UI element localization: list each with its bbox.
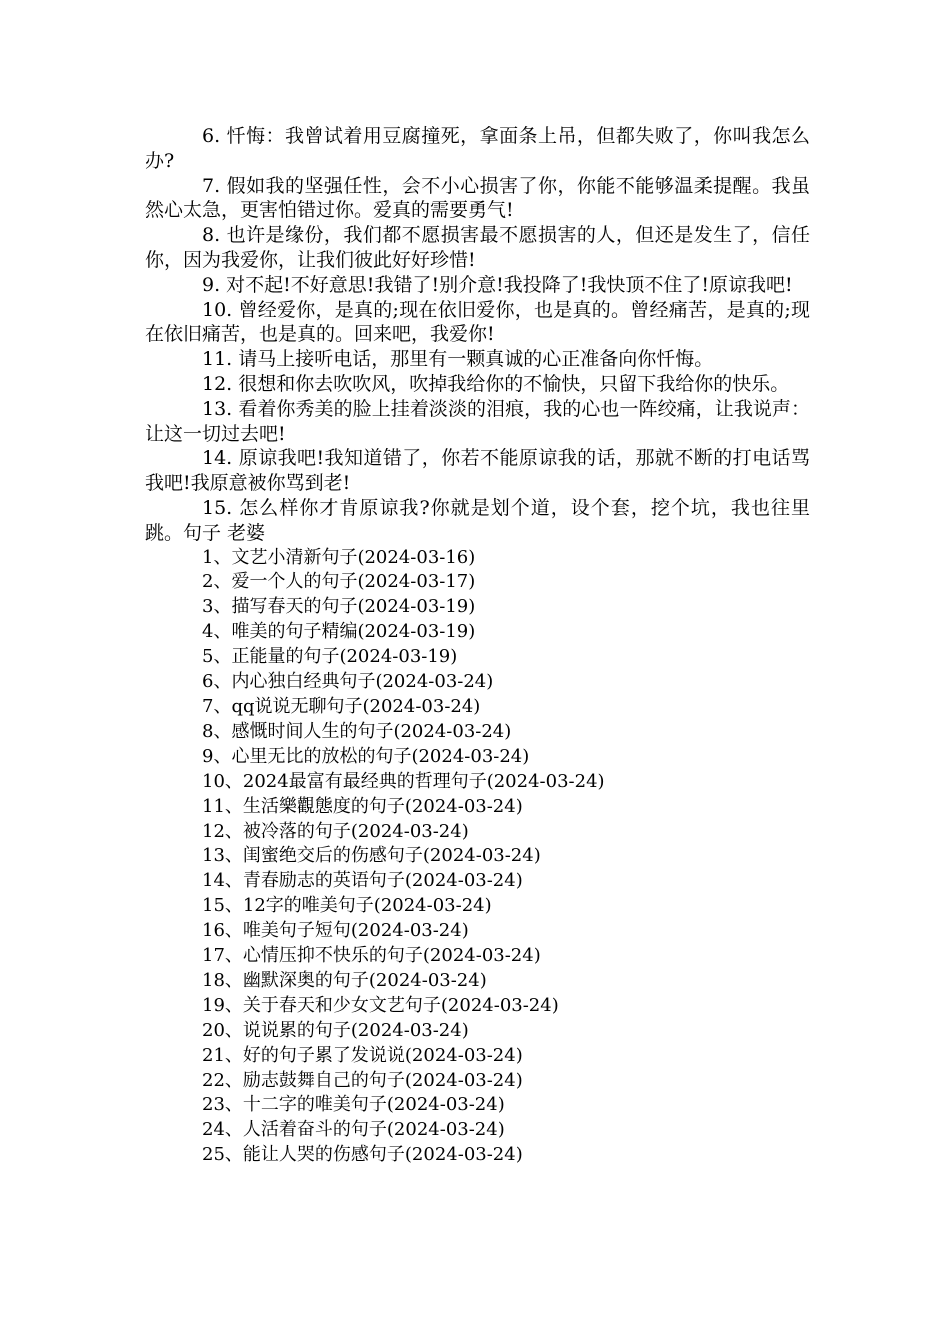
related-article-link[interactable]: 13、闺蜜绝交后的伤感句子(2024-03-24) xyxy=(202,845,541,867)
related-article-link[interactable]: 9、心里无比的放松的句子(2024-03-24) xyxy=(202,745,530,767)
related-article-link[interactable]: 4、唯美的句子精编(2024-03-19) xyxy=(202,621,476,643)
quote-paragraph: 9. 对不起!不好意思!我错了!别介意!我投降了!我快顶不住了!原谅我吧! xyxy=(202,273,793,296)
related-articles-list xyxy=(145,546,810,1169)
related-article-link[interactable]: 3、描写春天的句子(2024-03-19) xyxy=(202,596,476,618)
related-article-link[interactable]: 14、青春励志的英语句子(2024-03-24) xyxy=(202,870,523,892)
related-article-link[interactable]: 6、内心独白经典句子(2024-03-24) xyxy=(202,671,494,693)
related-article-link[interactable]: 8、感慨时间人生的句子(2024-03-24) xyxy=(202,720,512,742)
document-page xyxy=(145,124,810,1168)
related-article-link[interactable]: 18、幽默深奥的句子(2024-03-24) xyxy=(202,969,487,991)
quote-paragraph: 7. 假如我的坚强任性，会不小心损害了你，你能不能够温柔提醒。我虽然心太急，更害怕错过你。爱真的需要勇气! xyxy=(145,174,810,222)
related-article-link[interactable]: 20、说说累的句子(2024-03-24) xyxy=(202,1019,469,1041)
related-article-link[interactable]: 24、人活着奋斗的句子(2024-03-24) xyxy=(202,1119,505,1141)
quote-paragraph: 12. 很想和你去吹吹风，吹掉我给你的不愉快，只留下我给你的快乐。 xyxy=(202,372,790,395)
related-article-link[interactable]: 7、qq说说无聊句子(2024-03-24) xyxy=(202,695,481,717)
related-article-link[interactable]: 17、心情压抑不快乐的句子(2024-03-24) xyxy=(202,945,541,967)
related-article-link[interactable]: 23、十二字的唯美句子(2024-03-24) xyxy=(202,1094,505,1116)
quote-paragraph: 8. 也许是缘份，我们都不愿损害最不愿损害的人，但还是发生了，信任你，因为我爱你，让我们彼此好好珍惜! xyxy=(145,224,810,271)
quote-paragraph: 11. 请马上接听电话，那里有一颗真诚的心正准备向你忏悔。 xyxy=(202,348,714,371)
related-article-link[interactable]: 25、能让人哭的伤感句子(2024-03-24) xyxy=(202,1144,523,1166)
related-article-link[interactable]: 19、关于春天和少女文艺句子(2024-03-24) xyxy=(202,994,559,1016)
related-article-link[interactable]: 22、励志鼓舞自己的句子(2024-03-24) xyxy=(202,1069,523,1091)
quote-paragraph: 14. 原谅我吧!我知道错了，你若不能原谅我的话，那就不断的打电话骂我吧!我原意被你骂到老! xyxy=(145,447,810,495)
related-article-link[interactable]: 16、唯美句子短句(2024-03-24) xyxy=(202,920,469,942)
quote-paragraph: 6. 忏悔：我曾试着用豆腐撞死，拿面条上吊，但都失败了，你叫我怎么办? xyxy=(145,125,810,172)
related-article-link[interactable]: 21、好的句子累了发说说(2024-03-24) xyxy=(202,1044,523,1066)
related-article-link[interactable]: 1、文艺小清新句子(2024-03-16) xyxy=(202,546,476,568)
related-article-link[interactable]: 12、被冷落的句子(2024-03-24) xyxy=(202,820,469,842)
related-article-link[interactable]: 2、爱一个人的句子(2024-03-17) xyxy=(202,571,476,593)
related-article-link[interactable]: 15、12字的唯美句子(2024-03-24) xyxy=(202,895,492,917)
quote-paragraph: 15. 怎么样你才肯原谅我?你就是划个道，设个套，挖个坑，我也往里跳。句子 老婆 xyxy=(145,496,810,544)
related-article-link[interactable]: 10、2024最富有最经典的哲理句子(2024-03-24) xyxy=(202,770,605,792)
related-article-link[interactable]: 5、正能量的句子(2024-03-19) xyxy=(202,646,458,668)
related-article-link[interactable]: 11、生活樂觀態度的句子(2024-03-24) xyxy=(202,795,523,817)
quote-paragraph: 10. 曾经爱你，是真的;现在依旧爱你，也是真的。曾经痛苦，是真的;现在依旧痛苦，也是真的。回来吧，我爱你! xyxy=(145,298,810,346)
quote-paragraphs xyxy=(145,124,810,546)
quote-paragraph: 13. 看着你秀美的脸上挂着淡淡的泪痕，我的心也一阵绞痛，让我说声：让这一切过去吧! xyxy=(145,397,810,445)
